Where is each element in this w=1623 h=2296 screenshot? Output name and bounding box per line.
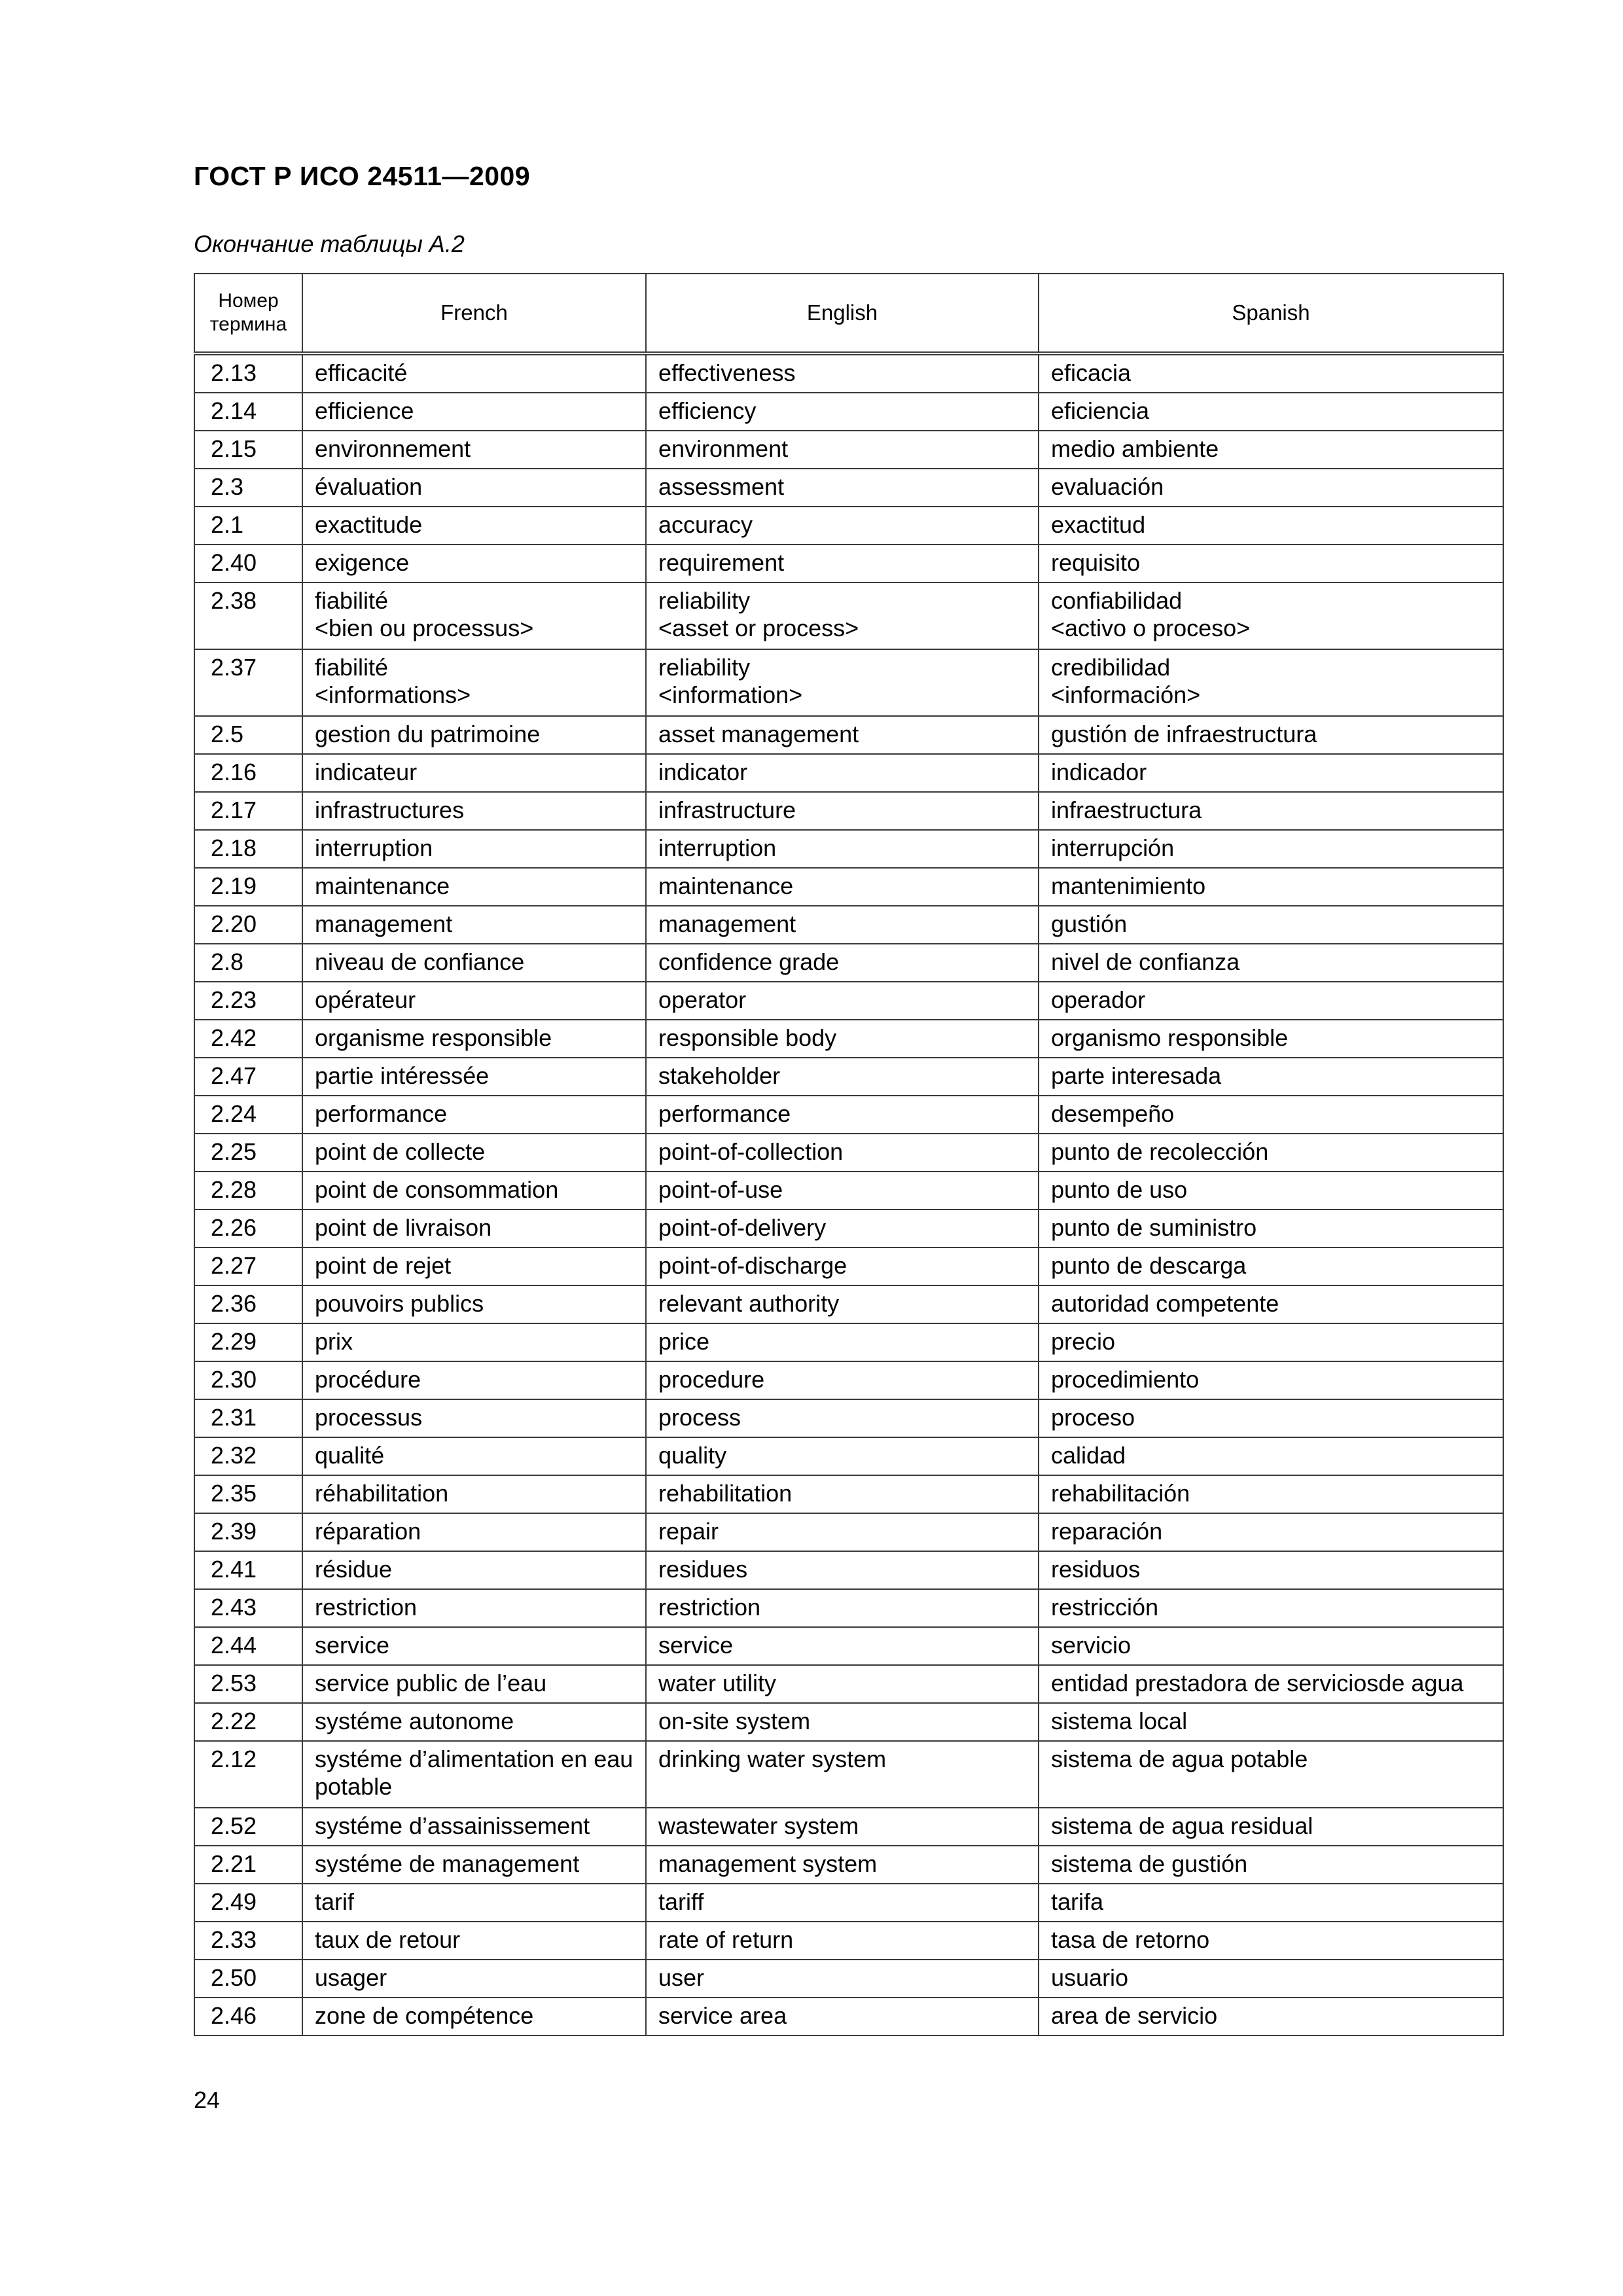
table-row (194, 868, 1503, 906)
table-row (194, 1020, 1503, 1058)
table-row (194, 1960, 1503, 1998)
term-spanish: rehabilitación (1039, 1475, 1503, 1513)
term-french: indicateur (302, 754, 646, 792)
term-spanish: autoridad competente (1039, 1285, 1503, 1323)
column-header-number: Номер термина (194, 274, 302, 353)
term-number: 2.21 (194, 1846, 302, 1884)
column-header-english: English (646, 274, 1039, 353)
table-row (194, 583, 1503, 649)
table-row (194, 1808, 1503, 1846)
term-french: processus (302, 1399, 646, 1437)
term-french: point de collecte (302, 1134, 646, 1172)
term-spanish: residuos (1039, 1551, 1503, 1589)
term-french: interruption (302, 830, 646, 868)
term-english: rehabilitation (646, 1475, 1039, 1513)
table-row (194, 507, 1503, 545)
table-row (194, 1551, 1503, 1589)
term-spanish: servicio (1039, 1627, 1503, 1665)
term-spanish: organismo responsible (1039, 1020, 1503, 1058)
term-number: 2.31 (194, 1399, 302, 1437)
term-spanish: eficiencia (1039, 393, 1503, 431)
term-english: quality (646, 1437, 1039, 1475)
term-english: point-of-collection (646, 1134, 1039, 1172)
term-spanish: parte interesada (1039, 1058, 1503, 1096)
table-row (194, 1998, 1503, 2036)
term-english: restriction (646, 1589, 1039, 1627)
table-caption: Окончание таблицы А.2 (194, 230, 465, 257)
table-row (194, 1172, 1503, 1210)
term-french: systéme d’assainissement (302, 1808, 646, 1846)
term-spanish: mantenimiento (1039, 868, 1503, 906)
table-row (194, 1589, 1503, 1627)
term-number: 2.33 (194, 1922, 302, 1960)
terms-table (194, 273, 1504, 2036)
table-row (194, 1627, 1503, 1665)
term-english: relevant authority (646, 1285, 1039, 1323)
term-english: tariff (646, 1884, 1039, 1922)
term-spanish: credibilidad <información> (1039, 649, 1503, 716)
term-number: 2.35 (194, 1475, 302, 1513)
term-number: 2.16 (194, 754, 302, 792)
term-number: 2.8 (194, 944, 302, 982)
term-french: réparation (302, 1513, 646, 1551)
term-french: réhabilitation (302, 1475, 646, 1513)
term-french: service public de l’eau (302, 1665, 646, 1703)
term-spanish: medio ambiente (1039, 431, 1503, 469)
term-spanish: confiabilidad <activo o proceso> (1039, 583, 1503, 649)
table-row (194, 1247, 1503, 1285)
term-spanish: punto de suministro (1039, 1210, 1503, 1247)
table-header (194, 274, 1503, 353)
term-number: 2.26 (194, 1210, 302, 1247)
term-number: 2.36 (194, 1285, 302, 1323)
table-row (194, 1513, 1503, 1551)
table-row (194, 353, 1503, 393)
term-number: 2.17 (194, 792, 302, 830)
term-spanish: punto de descarga (1039, 1247, 1503, 1285)
term-french: point de rejet (302, 1247, 646, 1285)
term-number: 2.1 (194, 507, 302, 545)
term-english: requirement (646, 545, 1039, 583)
term-english: wastewater system (646, 1808, 1039, 1846)
term-english: price (646, 1323, 1039, 1361)
term-french: procédure (302, 1361, 646, 1399)
term-french: environnement (302, 431, 646, 469)
column-header-spanish: Spanish (1039, 274, 1503, 353)
term-spanish: infraestructura (1039, 792, 1503, 830)
term-spanish: punto de recolección (1039, 1134, 1503, 1172)
term-french: niveau de confiance (302, 944, 646, 982)
term-spanish: exactitud (1039, 507, 1503, 545)
term-spanish: procedimiento (1039, 1361, 1503, 1399)
table-row (194, 1096, 1503, 1134)
term-spanish: usuario (1039, 1960, 1503, 1998)
term-number: 2.3 (194, 469, 302, 507)
term-spanish: reparación (1039, 1513, 1503, 1551)
term-spanish: evaluación (1039, 469, 1503, 507)
term-number: 2.18 (194, 830, 302, 868)
term-number: 2.23 (194, 982, 302, 1020)
table-body (194, 353, 1503, 2036)
term-french: tarif (302, 1884, 646, 1922)
term-french: efficacité (302, 353, 646, 393)
term-english: procedure (646, 1361, 1039, 1399)
term-spanish: sistema de gustión (1039, 1846, 1503, 1884)
term-english: assessment (646, 469, 1039, 507)
table-row (194, 716, 1503, 754)
term-english: performance (646, 1096, 1039, 1134)
term-english: indicator (646, 754, 1039, 792)
table-row (194, 431, 1503, 469)
term-english: efficiency (646, 393, 1039, 431)
term-french: prix (302, 1323, 646, 1361)
term-english: service (646, 1627, 1039, 1665)
term-english: residues (646, 1551, 1039, 1589)
term-number: 2.25 (194, 1134, 302, 1172)
term-spanish: eficacia (1039, 353, 1503, 393)
term-spanish: interrupción (1039, 830, 1503, 868)
term-french: efficience (302, 393, 646, 431)
term-french: opérateur (302, 982, 646, 1020)
table-row (194, 1399, 1503, 1437)
table-row (194, 982, 1503, 1020)
term-english: stakeholder (646, 1058, 1039, 1096)
table-row (194, 1134, 1503, 1172)
term-english: water utility (646, 1665, 1039, 1703)
term-spanish: calidad (1039, 1437, 1503, 1475)
term-spanish: indicador (1039, 754, 1503, 792)
term-english: point-of-discharge (646, 1247, 1039, 1285)
table-row (194, 1323, 1503, 1361)
term-french: pouvoirs publics (302, 1285, 646, 1323)
term-number: 2.28 (194, 1172, 302, 1210)
term-french: maintenance (302, 868, 646, 906)
term-number: 2.44 (194, 1627, 302, 1665)
table-row (194, 469, 1503, 507)
column-header-french: French (302, 274, 646, 353)
term-french: qualité (302, 1437, 646, 1475)
term-spanish: requisito (1039, 545, 1503, 583)
term-number: 2.29 (194, 1323, 302, 1361)
term-number: 2.50 (194, 1960, 302, 1998)
term-number: 2.46 (194, 1998, 302, 2036)
term-spanish: restricción (1039, 1589, 1503, 1627)
term-number: 2.22 (194, 1703, 302, 1741)
term-number: 2.24 (194, 1096, 302, 1134)
term-french: systéme de management (302, 1846, 646, 1884)
table-row (194, 944, 1503, 982)
term-french: gestion du patrimoine (302, 716, 646, 754)
term-english: point-of-use (646, 1172, 1039, 1210)
term-spanish: area de servicio (1039, 1998, 1503, 2036)
term-number: 2.15 (194, 431, 302, 469)
term-english: drinking water system (646, 1741, 1039, 1808)
term-english: maintenance (646, 868, 1039, 906)
term-english: management (646, 906, 1039, 944)
table-row (194, 1846, 1503, 1884)
table-row (194, 393, 1503, 431)
term-english: reliability <asset or process> (646, 583, 1039, 649)
term-spanish: operador (1039, 982, 1503, 1020)
term-french: point de consommation (302, 1172, 646, 1210)
table-row (194, 1361, 1503, 1399)
term-english: management system (646, 1846, 1039, 1884)
table-row (194, 830, 1503, 868)
term-english: accuracy (646, 507, 1039, 545)
term-number: 2.40 (194, 545, 302, 583)
term-number: 2.30 (194, 1361, 302, 1399)
term-english: point-of-delivery (646, 1210, 1039, 1247)
term-number: 2.27 (194, 1247, 302, 1285)
term-french: usager (302, 1960, 646, 1998)
term-english: operator (646, 982, 1039, 1020)
term-french: management (302, 906, 646, 944)
term-english: environment (646, 431, 1039, 469)
term-french: taux de retour (302, 1922, 646, 1960)
term-number: 2.49 (194, 1884, 302, 1922)
term-number: 2.13 (194, 353, 302, 393)
term-spanish: entidad prestadora de serviciosde agua (1039, 1665, 1503, 1703)
term-spanish: tarifa (1039, 1884, 1503, 1922)
term-number: 2.32 (194, 1437, 302, 1475)
term-french: point de livraison (302, 1210, 646, 1247)
term-english: rate of return (646, 1922, 1039, 1960)
term-english: responsible body (646, 1020, 1039, 1058)
term-french: fiabilité <informations> (302, 649, 646, 716)
term-spanish: proceso (1039, 1399, 1503, 1437)
term-spanish: sistema de agua residual (1039, 1808, 1503, 1846)
term-french: infrastructures (302, 792, 646, 830)
term-spanish: sistema local (1039, 1703, 1503, 1741)
table-row (194, 1884, 1503, 1922)
term-english: effectiveness (646, 353, 1039, 393)
table-row (194, 1437, 1503, 1475)
term-english: user (646, 1960, 1039, 1998)
term-spanish: gustión (1039, 906, 1503, 944)
term-english: interruption (646, 830, 1039, 868)
term-english: infrastructure (646, 792, 1039, 830)
term-number: 2.42 (194, 1020, 302, 1058)
term-french: organisme responsible (302, 1020, 646, 1058)
term-french: fiabilité <bien ou processus> (302, 583, 646, 649)
term-french: exactitude (302, 507, 646, 545)
table-row (194, 1741, 1503, 1808)
term-french: partie intéressée (302, 1058, 646, 1096)
table-row (194, 649, 1503, 716)
term-english: asset management (646, 716, 1039, 754)
term-english: on-site system (646, 1703, 1039, 1741)
page-number: 24 (194, 2087, 221, 2113)
term-english: confidence grade (646, 944, 1039, 982)
term-french: systéme d’alimentation en eau potable (302, 1741, 646, 1808)
term-number: 2.12 (194, 1741, 302, 1808)
term-french: restriction (302, 1589, 646, 1627)
table-row (194, 1210, 1503, 1247)
term-number: 2.19 (194, 868, 302, 906)
table-row (194, 545, 1503, 583)
table-row (194, 754, 1503, 792)
term-spanish: sistema de agua potable (1039, 1741, 1503, 1808)
term-number: 2.20 (194, 906, 302, 944)
table-row (194, 792, 1503, 830)
table-row (194, 906, 1503, 944)
term-french: systéme autonome (302, 1703, 646, 1741)
term-french: service (302, 1627, 646, 1665)
standard-title: ГОСТ Р ИСО 24511—2009 (194, 161, 531, 191)
table-row (194, 1058, 1503, 1096)
term-number: 2.41 (194, 1551, 302, 1589)
term-number: 2.47 (194, 1058, 302, 1096)
term-number: 2.52 (194, 1808, 302, 1846)
term-number: 2.38 (194, 583, 302, 649)
term-spanish: punto de uso (1039, 1172, 1503, 1210)
term-french: zone de compétence (302, 1998, 646, 2036)
table-row (194, 1475, 1503, 1513)
term-number: 2.43 (194, 1589, 302, 1627)
table-row (194, 1703, 1503, 1741)
term-english: repair (646, 1513, 1039, 1551)
term-french: exigence (302, 545, 646, 583)
term-french: résidue (302, 1551, 646, 1589)
term-french: évaluation (302, 469, 646, 507)
table-row (194, 1922, 1503, 1960)
term-spanish: gustión de infraestructura (1039, 716, 1503, 754)
term-french: performance (302, 1096, 646, 1134)
table-header-row (194, 274, 1503, 353)
term-english: service area (646, 1998, 1039, 2036)
term-english: reliability <information> (646, 649, 1039, 716)
term-number: 2.53 (194, 1665, 302, 1703)
term-english: process (646, 1399, 1039, 1437)
term-spanish: nivel de confianza (1039, 944, 1503, 982)
term-number: 2.14 (194, 393, 302, 431)
term-spanish: tasa de retorno (1039, 1922, 1503, 1960)
term-spanish: desempeño (1039, 1096, 1503, 1134)
term-number: 2.39 (194, 1513, 302, 1551)
table-row (194, 1665, 1503, 1703)
term-number: 2.5 (194, 716, 302, 754)
term-spanish: precio (1039, 1323, 1503, 1361)
term-number: 2.37 (194, 649, 302, 716)
table-row (194, 1285, 1503, 1323)
